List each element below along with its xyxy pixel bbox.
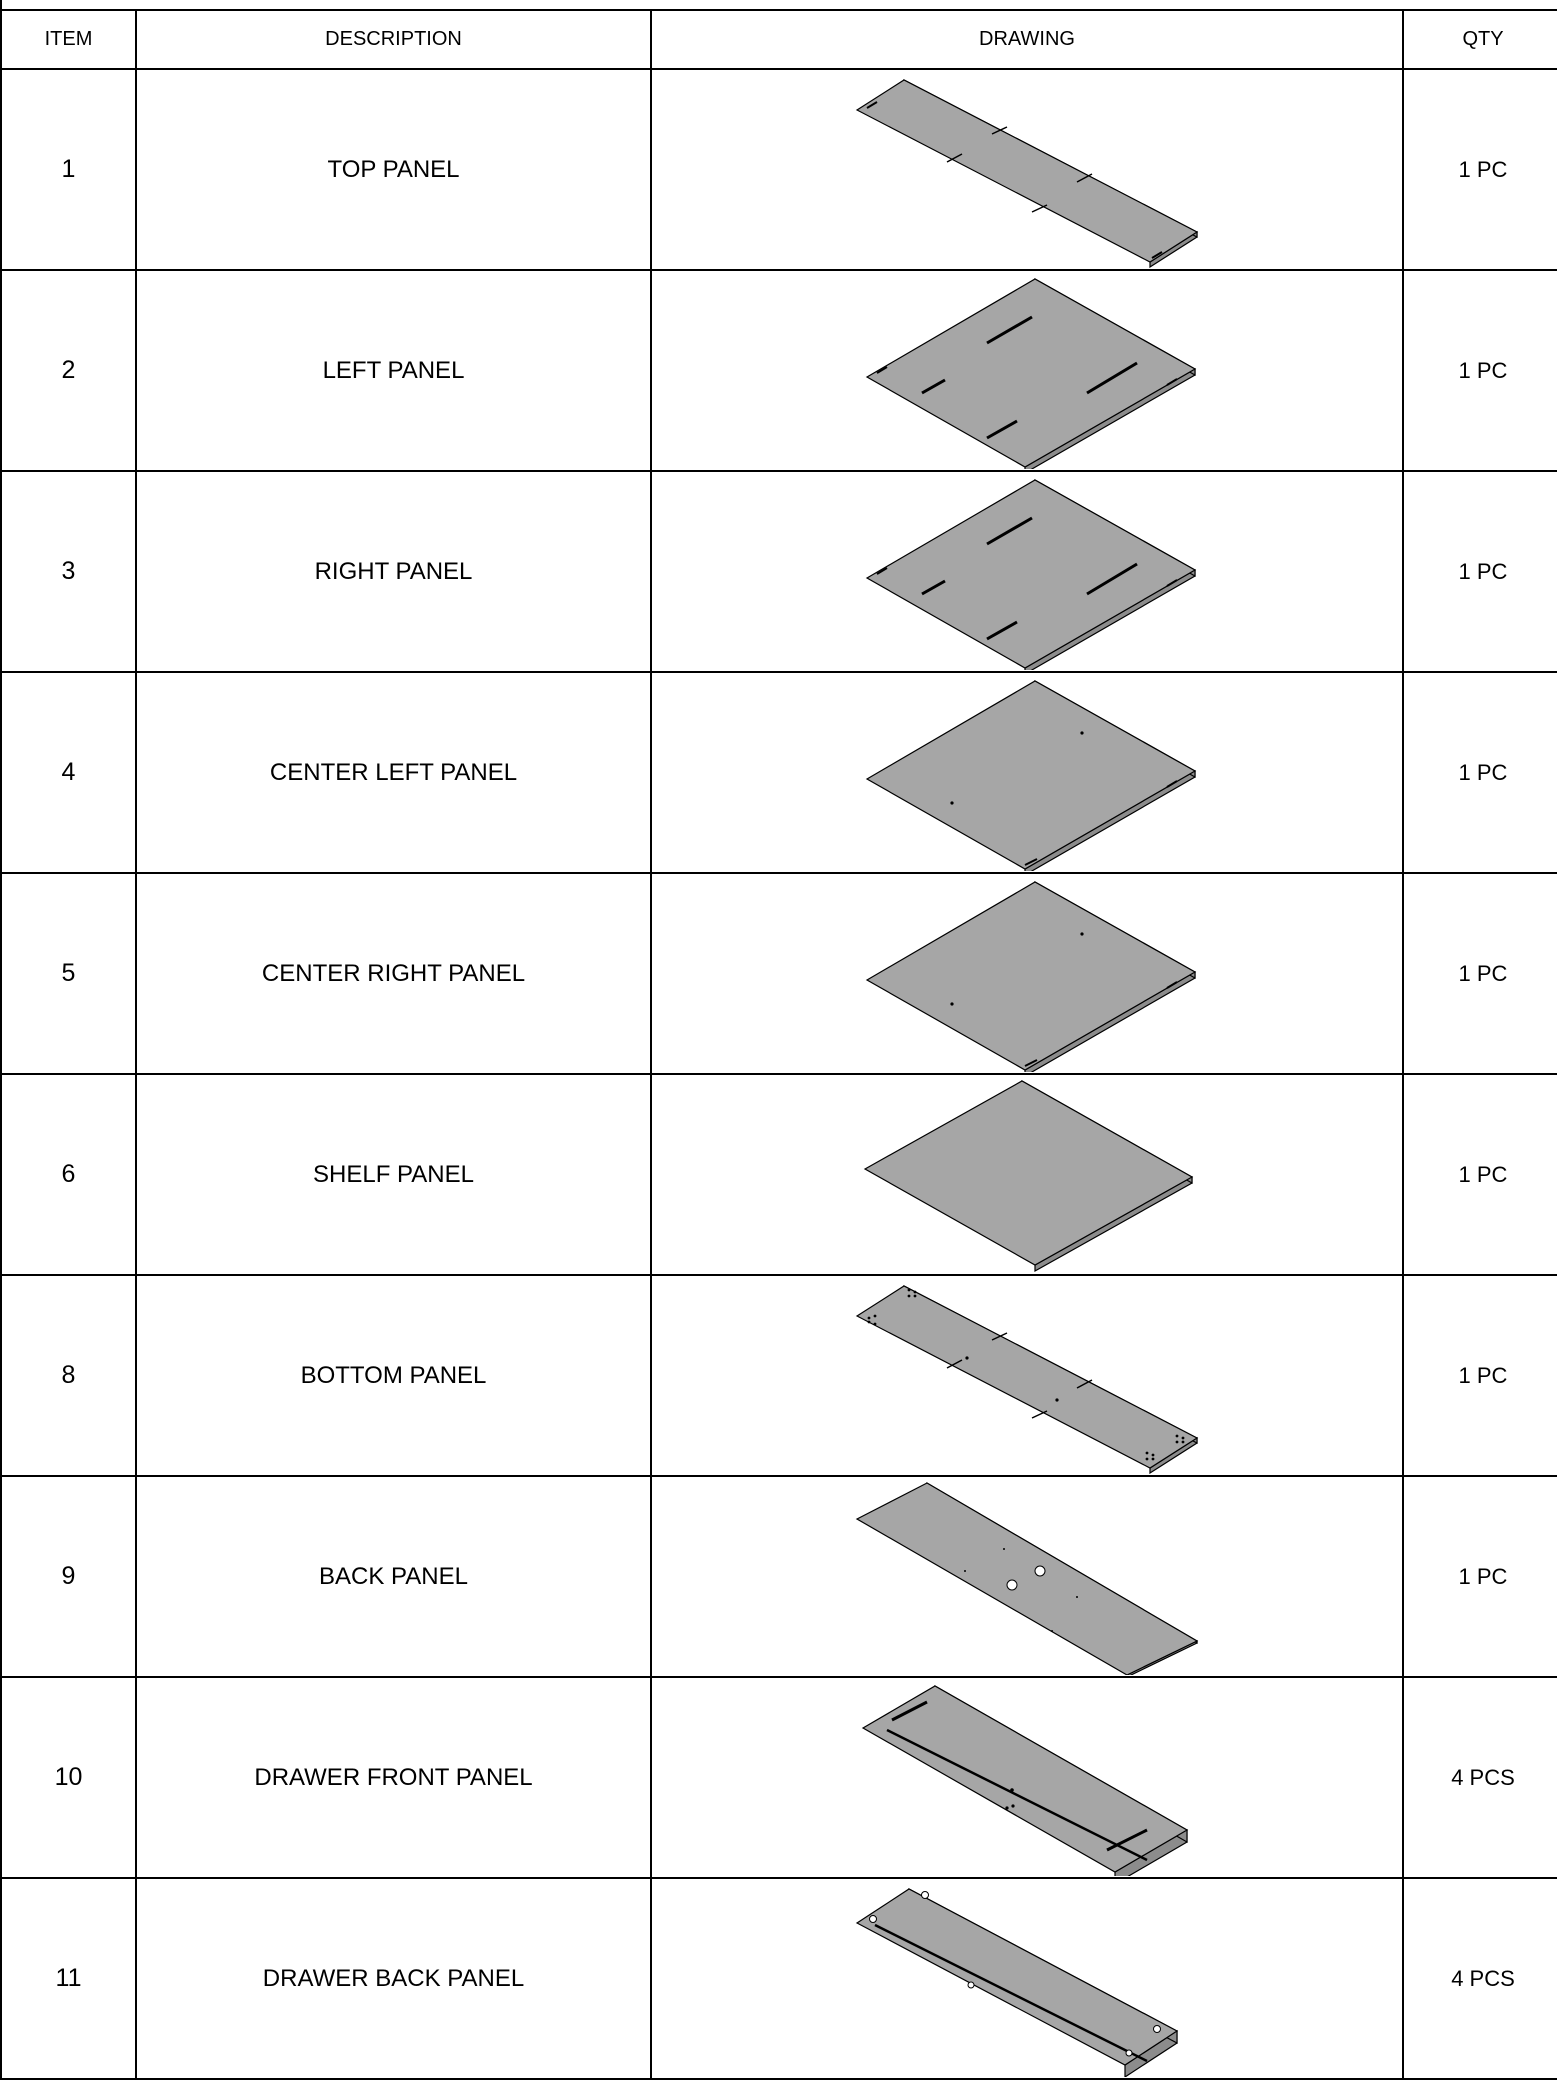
item-quantity: 4 PCS bbox=[1403, 1677, 1557, 1878]
item-quantity: 1 PC bbox=[1403, 270, 1557, 471]
table-row bbox=[1, 270, 1557, 471]
side-panel-with-holes-icon bbox=[847, 675, 1207, 871]
table-row bbox=[1, 1677, 1557, 1878]
item-description: DRAWER BACK PANEL bbox=[136, 1878, 651, 2079]
item-number: 10 bbox=[1, 1677, 136, 1878]
item-quantity: 1 PC bbox=[1403, 672, 1557, 873]
side-panel-with-slots-icon bbox=[847, 474, 1207, 670]
header-description: DESCRIPTION bbox=[136, 10, 651, 69]
plain-shelf-panel-icon bbox=[847, 1077, 1207, 1273]
item-drawing-cell bbox=[651, 672, 1403, 873]
item-quantity: 1 PC bbox=[1403, 69, 1557, 270]
item-number: 4 bbox=[1, 672, 136, 873]
item-description: CENTER RIGHT PANEL bbox=[136, 873, 651, 1074]
table-row bbox=[1, 1878, 1557, 2079]
header-item: ITEM bbox=[1, 10, 136, 69]
item-number: 8 bbox=[1, 1275, 136, 1476]
item-number: 5 bbox=[1, 873, 136, 1074]
item-drawing-cell bbox=[651, 1275, 1403, 1476]
item-number: 11 bbox=[1, 1878, 136, 2079]
item-number: 6 bbox=[1, 1074, 136, 1275]
item-number: 9 bbox=[1, 1476, 136, 1677]
header-qty: QTY bbox=[1403, 10, 1557, 69]
table-row bbox=[1, 1476, 1557, 1677]
header-row bbox=[1, 10, 1557, 69]
table-row bbox=[1, 873, 1557, 1074]
item-description: BOTTOM PANEL bbox=[136, 1275, 651, 1476]
item-description: SHELF PANEL bbox=[136, 1074, 651, 1275]
item-drawing-cell bbox=[651, 1074, 1403, 1275]
item-description: TOP PANEL bbox=[136, 69, 651, 270]
item-drawing-cell bbox=[651, 270, 1403, 471]
item-quantity: 1 PC bbox=[1403, 873, 1557, 1074]
side-panel-with-holes-icon bbox=[847, 876, 1207, 1072]
item-quantity: 1 PC bbox=[1403, 1476, 1557, 1677]
item-number: 1 bbox=[1, 69, 136, 270]
drawer-back-panel-icon bbox=[847, 1881, 1207, 2077]
item-description: RIGHT PANEL bbox=[136, 471, 651, 672]
item-description: CENTER LEFT PANEL bbox=[136, 672, 651, 873]
item-drawing-cell bbox=[651, 873, 1403, 1074]
item-quantity: 1 PC bbox=[1403, 1074, 1557, 1275]
table-row bbox=[1, 69, 1557, 270]
item-description: BACK PANEL bbox=[136, 1476, 651, 1677]
frame-border bbox=[0, 0, 2, 9]
table-row bbox=[1, 1074, 1557, 1275]
item-description: LEFT PANEL bbox=[136, 270, 651, 471]
item-drawing-cell bbox=[651, 1878, 1403, 2079]
table-row bbox=[1, 471, 1557, 672]
item-number: 2 bbox=[1, 270, 136, 471]
header-drawing: DRAWING bbox=[651, 10, 1403, 69]
item-drawing-cell bbox=[651, 1677, 1403, 1878]
long-bottom-panel-icon bbox=[847, 1278, 1207, 1474]
item-drawing-cell bbox=[651, 69, 1403, 270]
long-top-panel-icon bbox=[847, 72, 1207, 268]
item-quantity: 4 PCS bbox=[1403, 1878, 1557, 2079]
side-panel-with-slots-icon bbox=[847, 273, 1207, 469]
item-drawing-cell bbox=[651, 1476, 1403, 1677]
item-number: 3 bbox=[1, 471, 136, 672]
parts-table bbox=[0, 9, 1557, 2080]
table-row bbox=[1, 672, 1557, 873]
item-quantity: 1 PC bbox=[1403, 1275, 1557, 1476]
item-quantity: 1 PC bbox=[1403, 471, 1557, 672]
item-description: DRAWER FRONT PANEL bbox=[136, 1677, 651, 1878]
table-row bbox=[1, 1275, 1557, 1476]
thin-back-panel-icon bbox=[847, 1479, 1207, 1675]
drawer-front-panel-icon bbox=[847, 1680, 1207, 1876]
item-drawing-cell bbox=[651, 471, 1403, 672]
